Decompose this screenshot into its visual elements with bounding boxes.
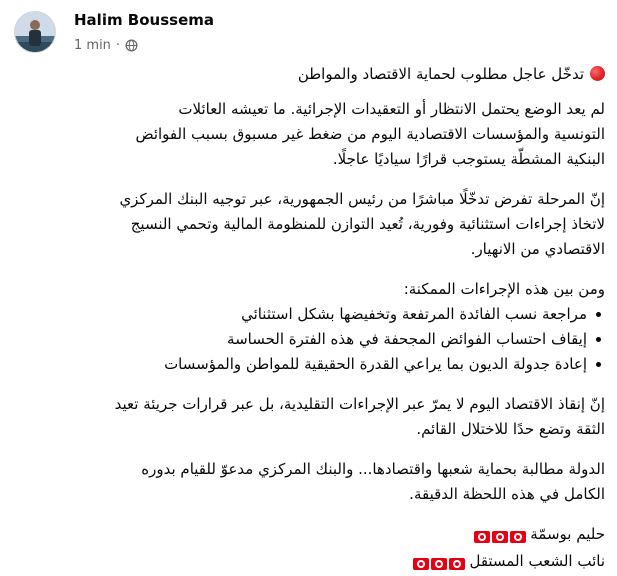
text-line: إنّ إنقاذ الاقتصاد اليوم لا يمرّ عبر الإجراءات التقليدية، بل عبر قرارات جريئة تعيد xyxy=(114,395,605,413)
signature xyxy=(14,522,605,576)
flags-group xyxy=(411,551,465,576)
flags-group xyxy=(472,524,526,549)
paragraph-rescue xyxy=(14,392,605,442)
tunisia-flag-icon xyxy=(413,558,429,570)
tunisia-flag-icon xyxy=(474,531,490,543)
post-header xyxy=(14,9,604,63)
measures-list xyxy=(14,302,605,377)
list-item: مراجعة نسب الفائدة المرتفعة وتخفيضها بشكل استثنائي xyxy=(14,302,605,327)
tunisia-flag-icon xyxy=(449,558,465,570)
text-line: الدولة مطالبة بحماية شعبها واقتصادها... والبنك المركزي مدعوّ للقيام بدوره xyxy=(141,460,605,478)
profile-photo xyxy=(15,12,55,52)
signature-name: حليم بوسمّة xyxy=(530,525,605,543)
avatar[interactable] xyxy=(14,11,56,53)
text-line: الاقتصادي من الانهيار. xyxy=(470,240,605,258)
post-timestamp[interactable]: 1 min xyxy=(74,38,111,53)
post-headline xyxy=(14,62,605,87)
headline-text: تدخّل عاجل مطلوب لحماية الاقتصاد والمواطن xyxy=(297,65,584,83)
text-line: الكامل في هذه اللحظة الدقيقة. xyxy=(409,485,605,503)
text-line: إنّ المرحلة تفرض تدخّلًا مباشرًا من رئيس الجمهورية، عبر توجيه البنك المركزي xyxy=(119,190,605,208)
paragraph-state xyxy=(14,457,605,507)
signature-title: نائب الشعب المستقل xyxy=(469,552,605,570)
list-item: إعادة جدولة الديون بما يراعي القدرة الحقيقية للمواطن والمؤسسات xyxy=(14,352,605,377)
tunisia-flag-icon xyxy=(431,558,447,570)
globe-icon[interactable] xyxy=(125,39,138,52)
paragraph-situation xyxy=(14,97,605,172)
red-circle-icon xyxy=(590,66,605,81)
text-line: لم يعد الوضع يحتمل الانتظار أو التعقيدات الإجرائية. ما تعيشه العائلات xyxy=(178,100,605,118)
text-line: التونسية والمؤسسات الاقتصادية اليوم من ضغط غير مسبوق بسبب الفوائض xyxy=(135,125,605,143)
text-line: البنكية المشطّة يستوجب قرارًا سياديًا عاجلًا. xyxy=(332,150,605,168)
signature-name-line xyxy=(14,522,605,549)
author-name[interactable]: Halim Boussema xyxy=(74,11,215,29)
paragraph-intervention xyxy=(14,187,605,262)
list-item: إيقاف احتساب الفوائض المجحفة في هذه الفترة الحساسة xyxy=(14,327,605,352)
tunisia-flag-icon xyxy=(510,531,526,543)
post-meta xyxy=(74,38,138,53)
meta-separator: · xyxy=(115,38,121,53)
signature-title-line xyxy=(14,549,605,576)
post-body xyxy=(14,62,605,576)
text-line: الثقة وتضع حدًا للاختلال القائم. xyxy=(416,420,605,438)
measures-intro: ومن بين هذه الإجراءات الممكنة: xyxy=(403,280,605,298)
text-line: لاتخاذ إجراءات استثنائية وفورية، تُعيد التوازن للمنظومة المالية وتحمي النسيج xyxy=(130,215,605,233)
tunisia-flag-icon xyxy=(492,531,508,543)
